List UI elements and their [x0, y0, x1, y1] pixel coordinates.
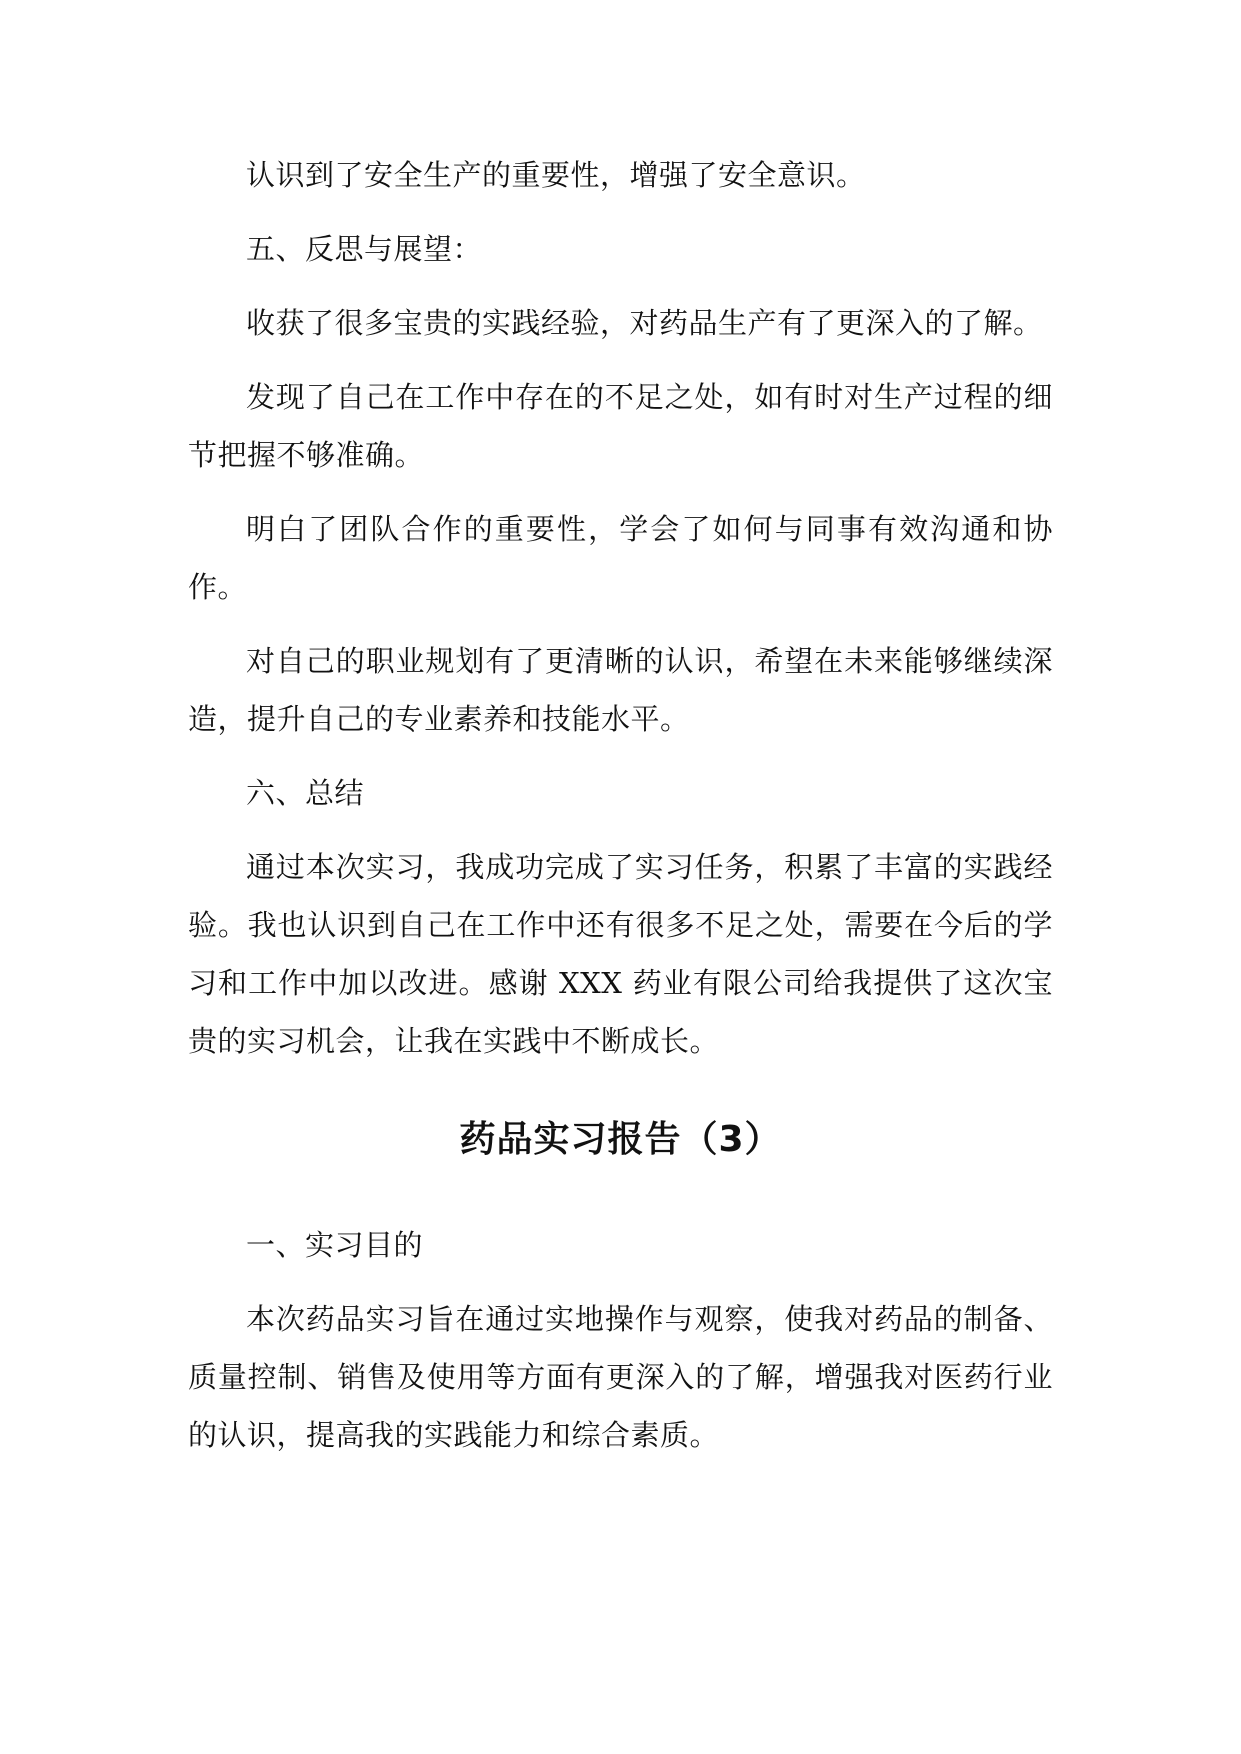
heading-summary: 六、总结	[246, 776, 365, 810]
paragraph-internship-purpose: 本次药品实习旨在通过实地操作与观察，使我对药品的制备、质量控制、销售及使用等方面有更深入的了解，增强我对医药行业的认识，提高我的实践能力和综合素质。	[188, 1302, 1053, 1452]
paragraph-experience-gained: 收获了很多宝贵的实践经验，对药品生产有了更深入的了解。	[246, 306, 1043, 340]
paragraph-safety-awareness: 认识到了安全生产的重要性，增强了安全意识。	[246, 158, 866, 192]
paragraph-teamwork: 明白了团队合作的重要性，学会了如何与同事有效沟通和协作。	[188, 512, 1053, 604]
heading-reflection-outlook: 五、反思与展望：	[246, 232, 483, 266]
paragraph-career-planning: 对自己的职业规划有了更清晰的认识，希望在未来能够继续深造，提升自己的专业素养和技能水平。	[188, 644, 1053, 736]
paragraph-summary: 通过本次实习，我成功完成了实习任务，积累了丰富的实践经验。我也认识到自己在工作中还有很多不足之处，需要在今后的学习和工作中加以改进。感谢 XXX 药业有限公司给我提供了这次宝贵的实习机会，让我在实践中不断成长。	[188, 850, 1053, 1058]
paragraph-shortcomings: 发现了自己在工作中存在的不足之处，如有时对生产过程的细节把握不够准确。	[188, 380, 1053, 472]
report-title: 药品实习报告（3）	[459, 1119, 782, 1160]
document-body	[188, 146, 1053, 1480]
heading-internship-purpose: 一、实习目的	[246, 1228, 424, 1262]
